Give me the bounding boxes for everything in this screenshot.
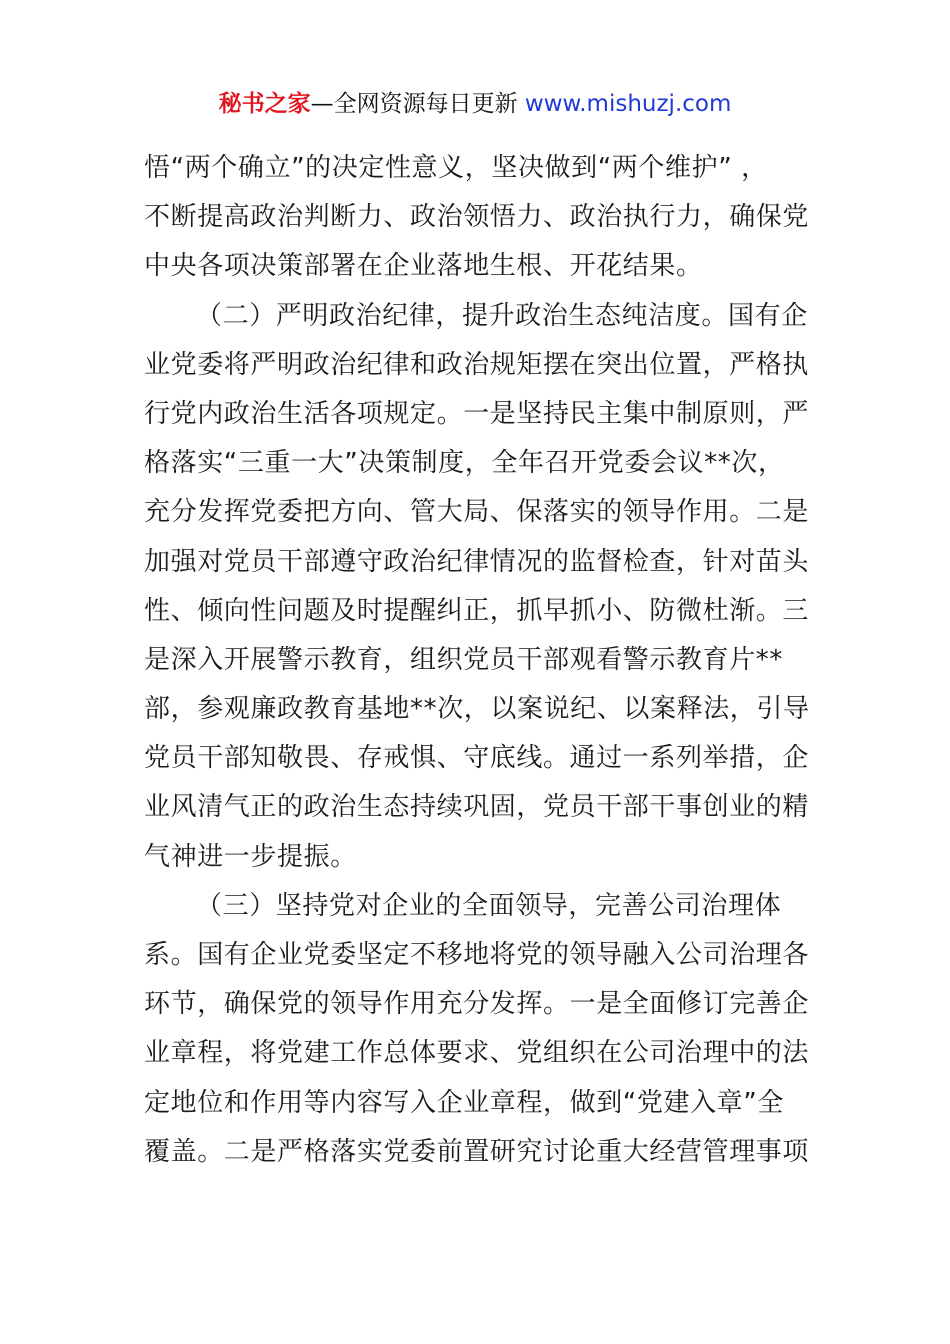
text-line: 悟“两个确立”的决定性意义，坚决做到“两个维护” ，: [144, 153, 768, 183]
text-line: 部，参观廉政教育基地**次，以案说纪、以案释法，引导: [144, 694, 810, 725]
text-line: 业章程，将党建工作总体要求、党组织在公司治理中的法: [144, 1038, 810, 1069]
text-line: 行党内政治生活各项规定。一是坚持民主集中制原则，严: [144, 398, 810, 429]
text-line: 气神进一步提振。: [144, 841, 357, 872]
header-slogan: —全网资源每日更新: [310, 91, 525, 117]
text-line: 加强对党员干部遵守政治纪律情况的监督检查，针对苗头: [144, 546, 810, 577]
text-line: 格落实“三重一大”决策制度，全年召开党委会议**次，: [144, 448, 785, 479]
section-heading-line: （二）严明政治纪律，提升政治生态纯洁度。国有企: [196, 300, 808, 331]
site-header: [0, 88, 950, 120]
text-line: 性、倾向性问题及时提醒纠正，抓早抓小、防微杜渐。三: [144, 595, 810, 626]
section-heading-line: （三）坚持党对企业的全面领导，完善公司治理体: [196, 890, 782, 921]
text-line: 系。国有企业党委坚定不移地将党的领导融入公司治理各: [144, 940, 810, 970]
text-line: 中央各项决策部署在企业落地生根、开花结果。: [144, 251, 703, 282]
text-line: 定地位和作用等内容写入企业章程，做到“党建入章”全: [144, 1087, 784, 1118]
text-line: 业党委将严明政治纪律和政治规矩摆在突出位置，严格执: [144, 349, 810, 380]
text-line: 是深入开展警示教育，组织党员干部观看警示教育片**: [144, 644, 784, 675]
text-line: 覆盖。二是严格落实党委前置研究讨论重大经营管理事项: [144, 1136, 810, 1167]
text-line: 党员干部知敬畏、存戒惧、守底线。通过一系列举措，企: [144, 743, 810, 774]
site-url-link[interactable]: www.mishuzj.com: [524, 91, 732, 117]
text-line: 环节，确保党的领导作用充分发挥。一是全面修订完善企: [144, 989, 810, 1020]
text-line: 业风清气正的政治生态持续巩固，党员干部干事创业的精: [144, 792, 810, 823]
text-line: 不断提高政治判断力、政治领悟力、政治执行力，确保党: [144, 202, 810, 233]
document-body: [144, 144, 808, 1177]
text-line: 充分发挥党委把方向、管大局、保落实的领导作用。二是: [144, 497, 810, 528]
brand-name: 秘书之家: [218, 91, 311, 117]
